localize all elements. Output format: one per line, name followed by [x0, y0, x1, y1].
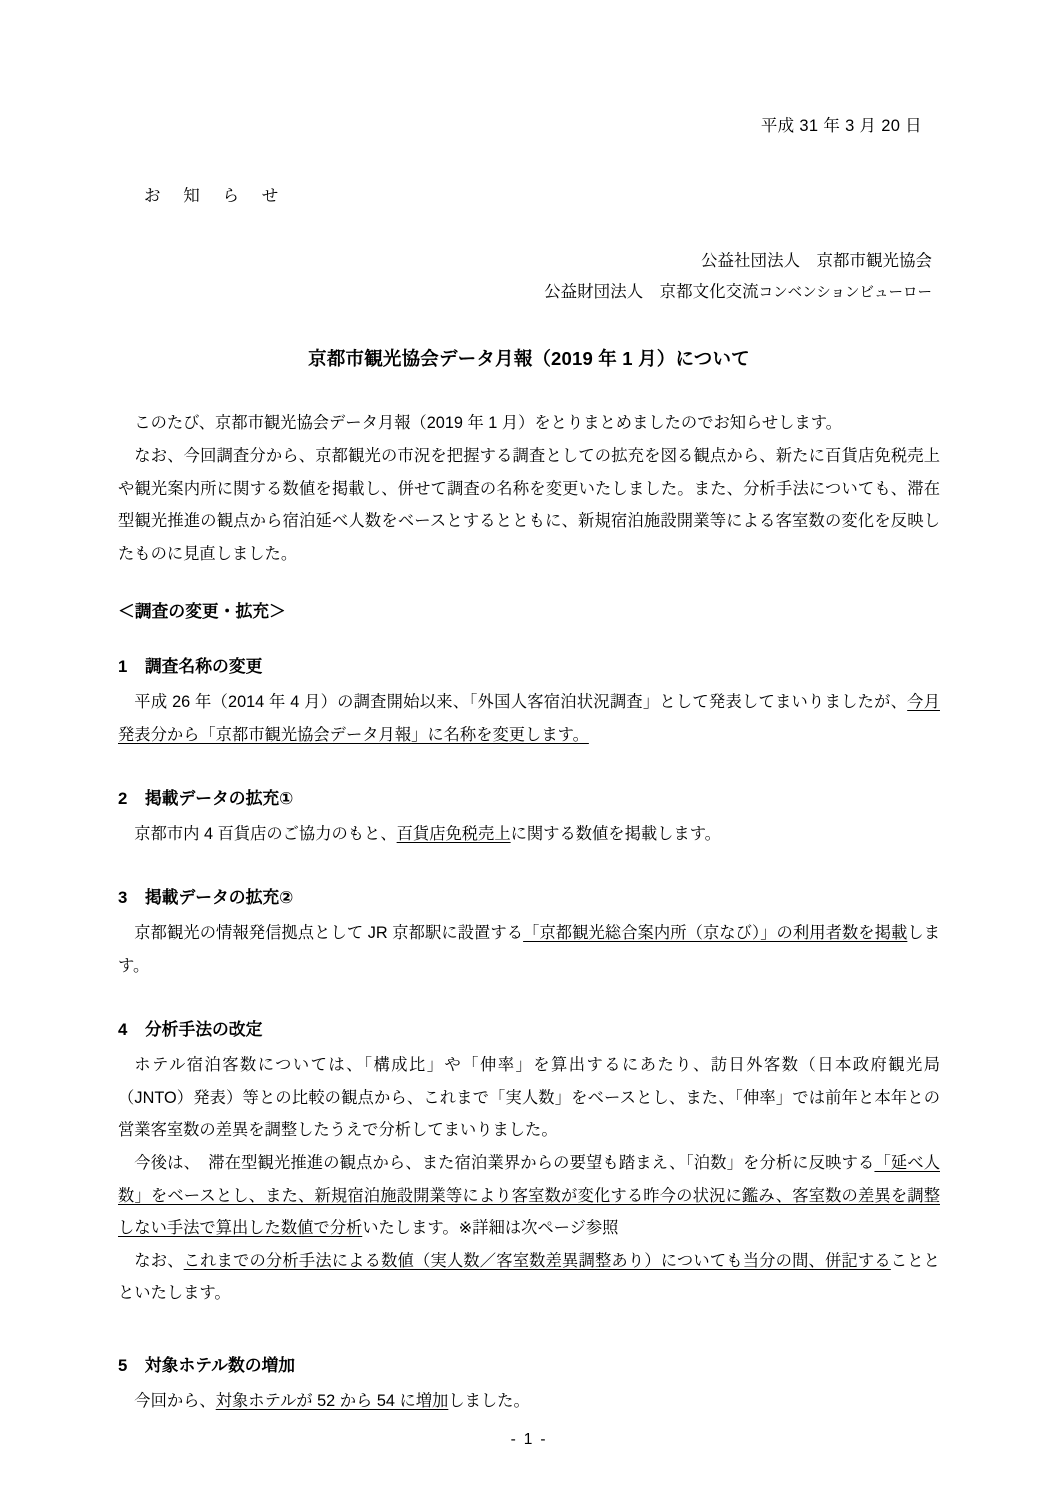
section-4-paragraph-1: ホテル宿泊客数については、「構成比」や「伸率」を算出するにあたり、訪日外客数（日本政府観光局（JNTO）発表）等との比較の観点から、これまで「実人数」をベースとし、また、「伸率」では前年と本年との営業客室数の差異を調整したうえで分析してまいりました。 [118, 1056, 940, 1140]
section-1-number: 1 [118, 657, 128, 677]
section-5-title [118, 1350, 940, 1383]
page-title: 京都市観光協会データ月報（2019 年 1 月）について [308, 348, 750, 370]
section-4-title [118, 1014, 940, 1047]
section-4-p2-tail: いたします。※詳細は次ページ参照 [362, 1219, 619, 1238]
intro-paragraph-1: このたび、京都市観光協会データ月報（2019 年 1 月）をとりまとめましたのでお知らせします。 [134, 414, 842, 433]
section-4-p2-head: 今後は、 滞在型観光推進の観点から、また宿泊業界からの要望も踏まえ、「泊数」を分析に反映する [134, 1153, 875, 1172]
section-5-label: 対象ホテル数の増加 [144, 1355, 296, 1375]
intro-paragraph-2: なお、今回調査分から、京都観光の市況を把握する調査としての拡充を図る観点から、新たに百貨店免税売上や観光案内所に関する数値を掲載し、併せて調査の名称を変更いたしました。また、分析手法についても、滞在型観光推進の観点から宿泊延べ人数をベースとするとともに、新規宿泊施設開業等による客室数の変化を反映したものに見直しました。 [118, 447, 940, 563]
section-4-paragraph-2 [118, 1147, 940, 1245]
section-5-text: 今回から、 [134, 1391, 216, 1410]
intro-block [118, 407, 940, 570]
section-5-number: 5 [118, 1355, 128, 1375]
section-4-p3-head: なお、 [134, 1251, 184, 1270]
section-4-paragraph-3 [118, 1245, 940, 1310]
section-4-label: 分析手法の改定 [144, 1020, 263, 1040]
section-header: ＜調査の変更・拡充＞ [118, 602, 286, 622]
section-2-title [118, 783, 940, 816]
section-1-title [118, 651, 940, 684]
section-2-body [118, 818, 940, 851]
section-3-number: 3 [118, 888, 128, 908]
section-3-underlined: 「京都観光総合案内所（京なび）」の利用者数を掲載 [523, 924, 908, 943]
section-3-body [118, 917, 940, 982]
issuer-secondary [118, 277, 932, 308]
section-2-tail: に関する数値を掲載します。 [510, 824, 721, 843]
section-4-number: 4 [118, 1020, 128, 1040]
section-2-underlined: 百貨店免税売上 [396, 824, 511, 843]
page-number: - 1 - [510, 1430, 548, 1448]
section-4-body [118, 1049, 940, 1310]
section-2-label: 掲載データの拡充① [144, 789, 294, 809]
section-4-p3-tail: こととといたします。 [118, 1251, 940, 1303]
section-1-label: 調査名称の変更 [144, 657, 263, 677]
section-1-body [118, 686, 940, 751]
section-5-body [118, 1385, 940, 1418]
issuer-block [118, 246, 940, 307]
notice-label: お 知 ら せ [144, 187, 288, 206]
section-3-label: 掲載データの拡充② [144, 888, 294, 908]
issuer-primary: 公益社団法人 京都市観光協会 [701, 252, 932, 271]
section-2-number: 2 [118, 789, 128, 809]
section-4-p3-underlined: これまでの分析手法による数値（実人数／客室数差異調整あり）についても当分の間、併記する [183, 1251, 891, 1270]
issuer-secondary-suffix: コンベンションビューロー [758, 284, 932, 301]
section-1-underlined: 今月発表分から「京都市観光協会データ月報」に名称を変更します。 [118, 692, 940, 744]
section-2-text: 京都市内 4 百貨店のご協力のもと、 [134, 824, 397, 843]
section-3-tail: します。 [118, 924, 940, 975]
section-5-underlined: 対象ホテルが 52 から 54 に増加 [215, 1391, 449, 1410]
section-3-text: 京都観光の情報発信拠点として JR 京都駅に設置する [134, 924, 524, 943]
document-date: 平成 31 年 3 月 20 日 [760, 117, 922, 135]
section-3-title [118, 882, 940, 915]
section-4-p2-underlined: 「延べ人数」をベースとし、また、新規宿泊施設開業等により客室数が変化する昨今の状況に鑑み、客室数の差異を調整しない手法で算出した数値で分析 [118, 1153, 940, 1238]
section-5-tail: しました。 [448, 1391, 530, 1410]
section-1-text: 平成 26 年（2014 年 4 月）の調査開始以来、「外国人客宿泊状況調査」として発表してまいりましたが、 [134, 692, 908, 711]
issuer-secondary-prefix: 公益財団法人 京都文化交流 [544, 282, 759, 301]
